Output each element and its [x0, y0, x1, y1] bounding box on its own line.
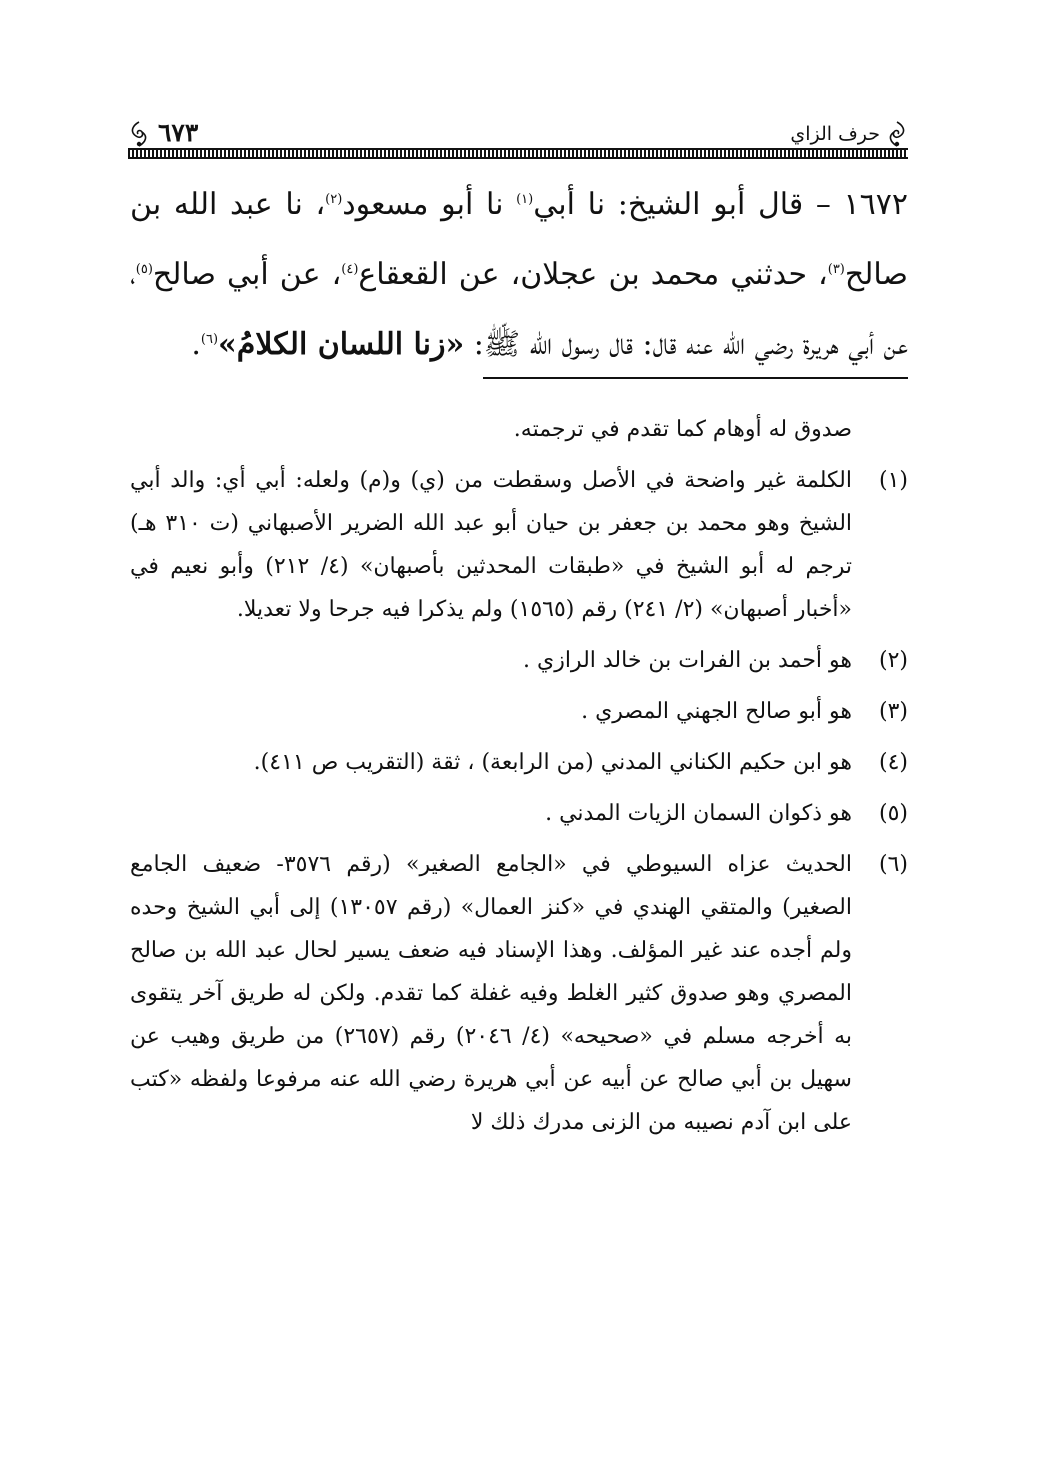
footnote-ref: (١) — [516, 192, 534, 207]
footnote-number: (٢) — [878, 648, 908, 673]
footnote-number: (٤) — [878, 750, 908, 775]
ornament-icon — [884, 120, 910, 148]
page-number: ٦٧٣ — [158, 118, 199, 147]
footnote-item — [130, 690, 908, 733]
hadith-end: . — [191, 327, 201, 362]
footnote-text: الحديث عزاه السيوطي في «الجامع الصغير» (رقم ٣٥٧٦- ضعيف الجامع الصغير) والمتقي الهندي في «كنز العمال» (رقم ١٣٠٥٧) إلى أبي الشيخ وحده ولم أجده عند غير المؤلف. وهذا الإسناد فيه ضعف يسير لحال عبد الله بن صالح المصري وهو صدوق كثير الغلط وفيه غفلة كما تقدم. ولكن له طريق آخر يتقوى به أخرجه مسلم في «صحيحه» (٤/ ٢٠٤٦) رقم (٢٦٥٧) من طريق وهيب عن سهيل بن أبي صالح عن أبيه عن أبي هريرة رضي الله عنه مرفوعا ولفظه «كتب على ابن آدم نصيبه من الزنى مدرك ذلك لا — [130, 852, 853, 1135]
hadith-text-2: نا أبو مسعود — [342, 187, 517, 222]
hadith-text-1: ١٦٧٢ – قال أبو الشيخ: نا أبي — [533, 187, 908, 222]
hadith-text-5: ، عن أبي صالح — [152, 257, 342, 292]
hadith-text — [130, 170, 908, 380]
footnote-item — [130, 843, 908, 1144]
footnote-separator — [483, 377, 908, 379]
footnote-ref: (٥) — [135, 262, 153, 277]
footnote-text: هو ابن حكيم الكناني المدني (من الرابعة) ، ثقة (التقريب ص ٤١١). — [253, 750, 852, 775]
footnote-continuation: صدوق له أوهام كما تقدم في ترجمته. — [513, 417, 852, 442]
footnote-ref: (٢) — [325, 192, 343, 207]
footnote-number: (٣) — [878, 699, 908, 724]
hadith-text-6: ، عن أبي هريرة رضي الله عنه قال: قال رسول الله ﷺ: — [130, 257, 908, 362]
hadith-quote: «زنا اللسان الكلامُ» — [218, 327, 465, 362]
footnote-item — [130, 741, 908, 784]
footnote-number: (١) — [878, 468, 908, 493]
hadith-text-3: ، نا عبد الله بن صالح — [130, 187, 908, 292]
footnote-text: هو أحمد بن الفرات بن خالد الرازي . — [522, 648, 852, 673]
footnote-number: (٥) — [878, 801, 908, 826]
footnote-ref: (٤) — [341, 262, 359, 277]
footnotes — [130, 408, 908, 1152]
footnote-ref: (٦) — [200, 332, 219, 347]
footnote-item — [130, 639, 908, 682]
footnote-number: (٦) — [878, 852, 908, 877]
hadith-text-4: ، حدثني محمد بن عجلان، عن القعقاع — [358, 257, 828, 292]
footnote-ref: (٣) — [827, 262, 845, 277]
footnote-item — [130, 459, 908, 631]
footnote-text: الكلمة غير واضحة في الأصل وسقطت من (ي) و(م) ولعله: أبي أي: والد أبي الشيخ وهو محمد بن جعفر بن حيان أبو عبد الله الضرير الأصبهاني (ت ٣١٠ هـ) ترجم له أبو الشيخ في «طبقات المحدثين بأصبهان» (٤/ ٢١٢) وأبو نعيم في «أخبار أصبهان» (٢/ ٢٤١) رقم (١٥٦٥) ولم يذكرا فيه جرحا ولا تعديلا. — [130, 468, 853, 622]
chapter-title: حرف الزاي — [790, 123, 880, 145]
footnote-text: هو ذكوان السمان الزيات المدني . — [545, 801, 852, 826]
footnote-item — [130, 792, 908, 835]
footnote-text: هو أبو صالح الجهني المصري . — [581, 699, 852, 724]
header-rule — [128, 148, 908, 159]
running-header — [128, 118, 908, 158]
ornament-icon — [126, 120, 152, 148]
